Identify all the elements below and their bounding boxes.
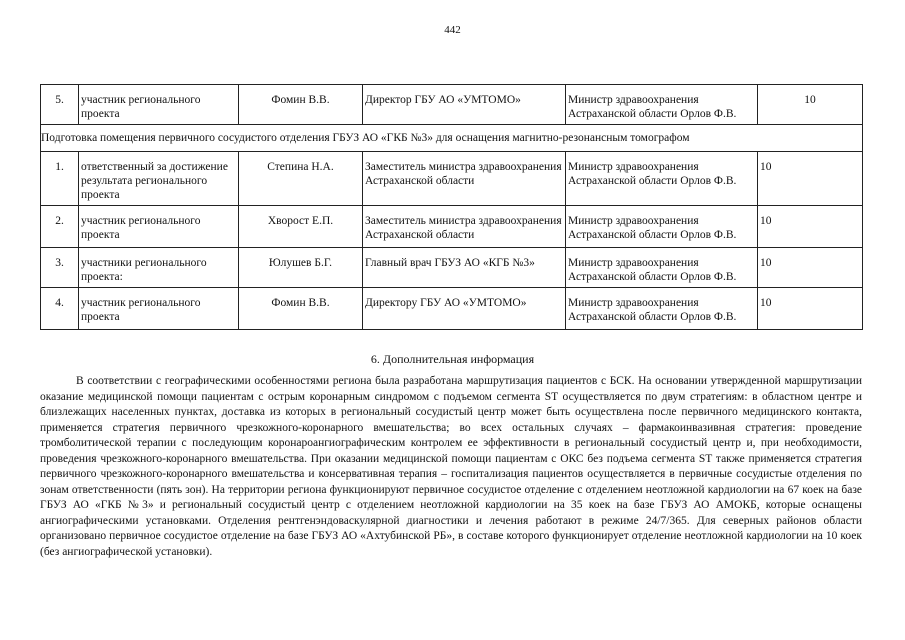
table-row [41,288,863,330]
row-number: 3. [41,248,79,288]
position-cell: Заместитель министра здравоохранения Астраханской области [363,206,566,248]
position-cell: Директору ГБУ АО «УМТОМО» [363,288,566,330]
share-cell: 10 [758,152,863,206]
role-cell: участники регионального проекта: [79,248,239,288]
share-cell: 10 [758,248,863,288]
responsibility-table [40,84,863,330]
section-heading: 6. Дополнительная информация [370,352,535,366]
page-number: 442 [444,24,461,36]
supervisor-cell: Министр здравоохранения Астраханской области Орлов Ф.В. [566,248,758,288]
role-cell: участник регионального проекта [79,85,239,125]
supervisor-cell: Министр здравоохранения Астраханской области Орлов Ф.В. [566,85,758,125]
person-name-cell: Фомин В.В. [239,288,363,330]
position-cell: Заместитель министра здравоохранения Астраханской области [363,152,566,206]
person-name-cell: Хворост Е.П. [239,206,363,248]
row-number: 1. [41,152,79,206]
additional-info-paragraph: В соответствии с географическими особенностями региона была разработана маршрутизация пациентов с БСК. На основании утвержденной маршрутизации оказание медицинской помощи пациентам с острым коронарным синдромом с подъемом сегмента ST осуществляется по двум стратегиям: в областном центре и близлежащих населенных пунктах, доставка из которых в региональный сосудистый центр может быть осуществлена после первичного медицинского контакта, применяется стратегия первичного чрезкожного-коронарного вмешательства; во всех остальных случаях – фармакоинвазивная стратегия: проведение тромболитической терапии с последующим коронароангиографическим контролем ее эффективности в региональный сосудистый центр и, при необходимости, проведения чрезкожного-коронарного вмешательства. При оказании медицинской помощи пациентам с ОКС без подъема сегмента ST также применяется стратегия первичного чрезкожного-коронарного вмешательства и консервативная терапия – госпитализация пациентов осуществляется в первичные сосудистые отделения по зонам ответственности (пять зон). На территории региона функционируют первичное сосудистое отделение с отделением неотложной кардиологии на 67 коек на базе ГБУЗ АО «ГКБ №3» и региональный сосудистый центр с отделением неотложной кардиологии на 35 коек на базе ГБУЗ АО АМОКБ, которые оснащены ангиографическими установками. Отделения рентгенэндоваскулярной диагностики и лечения работают в режиме 24/7/365. Для северных районов области организовано первичное сосудистое отделение на базе ГБУЗ АО «Ахтубинской РБ», в составе которого функционирует отделение неотложной кардиологии на 10 коек (без ангиографической установки). [40,375,862,558]
supervisor-cell: Министр здравоохранения Астраханской области Орлов Ф.В. [566,288,758,330]
role-cell: ответственный за достижение результата регионального проекта [79,152,239,206]
section-row [41,125,863,152]
supervisor-cell: Министр здравоохранения Астраханской области Орлов Ф.В. [566,206,758,248]
section-title: Подготовка помещения первичного сосудистого отделения ГБУЗ АО «ГКБ №3» для оснащения магнитно-резонансным томографом [41,125,863,152]
table-row [41,248,863,288]
role-cell: участник регионального проекта [79,288,239,330]
share-cell: 10 [758,85,863,125]
responsibility-table-wrapper [40,84,862,330]
role-cell: участник регионального проекта [79,206,239,248]
table-row [41,152,863,206]
person-name-cell: Степина Н.А. [239,152,363,206]
table-row [41,85,863,125]
position-cell: Директор ГБУ АО «УМТОМО» [363,85,566,125]
row-number: 5. [41,85,79,125]
person-name-cell: Юлушев Б.Г. [239,248,363,288]
share-cell: 10 [758,288,863,330]
supervisor-cell: Министр здравоохранения Астраханской области Орлов Ф.В. [566,152,758,206]
share-cell: 10 [758,206,863,248]
row-number: 4. [41,288,79,330]
position-cell: Главный врач ГБУЗ АО «КГБ №3» [363,248,566,288]
row-number: 2. [41,206,79,248]
table-row [41,206,863,248]
person-name-cell: Фомин В.В. [239,85,363,125]
